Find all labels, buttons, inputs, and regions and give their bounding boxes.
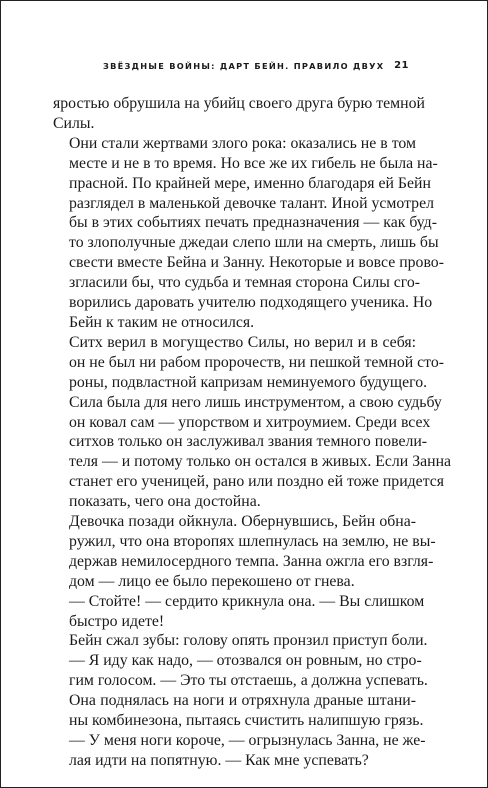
running-header	[103, 58, 409, 74]
paragraph	[53, 631, 428, 651]
text-line: ружил, что она второпях шлепнулась на землю, не вы-	[69, 532, 436, 550]
text-line: дом — лицо ее было перекошено от гнева.	[69, 572, 355, 590]
text-line: месте и не в то время. Но все же их гибель не была на-	[69, 154, 438, 172]
text-line: Она поднялась на ноги и отряхнула драные штани-	[69, 692, 416, 710]
text-line: прасной. По крайней мере, именно благодаря ей Бейн	[69, 174, 431, 192]
body-text	[53, 94, 452, 771]
text-line: яростью обрушила на убийц своего друга бурю темной	[53, 95, 425, 112]
text-line: держав немилосердного темпа. Занна ожгла его взгля-	[69, 552, 434, 570]
text-line: лая идти на попятную. — Как мне успевать?	[69, 751, 369, 769]
paragraph	[53, 691, 424, 731]
text-line: — У меня ноги короче, — огрызнулась Занна, не же-	[69, 732, 426, 749]
text-line: теля — и потому только он остался в живых. Если Занна	[69, 453, 452, 471]
text-line: ворились даровать учителю подходящего ученика. Но	[69, 294, 433, 312]
text-line: ситхов только он заслуживал звания темного повели-	[69, 433, 428, 451]
text-line: свести вместе Бейна и Занну. Некоторые и вовсе прово-	[69, 254, 444, 272]
text-line: быстро идете!	[69, 612, 165, 630]
text-line: Они стали жертвами злого рока: оказались не в том	[69, 134, 416, 152]
text-line: — Стойте! — сердито крикнула она. — Вы слишком	[69, 592, 425, 610]
text-line: згласили бы, что судьба и темная сторона Силы сго-	[69, 274, 421, 292]
text-line: Ситх верил в могущество Силы, но верил и в себя:	[69, 333, 416, 351]
text-line: он не был ни рабом пророчеств, ни пешкой темной сто-	[69, 353, 444, 371]
text-line: станет его ученицей, рано или поздно ей тоже придется	[69, 473, 445, 491]
paragraph	[53, 731, 426, 771]
text-line: роны, подвластной капризам неминуемого будущего.	[69, 373, 428, 391]
text-line: показать, чего она достойна.	[69, 493, 261, 511]
text-line: — Я иду как надо, — отозвался он ровным, но стро-	[69, 652, 422, 670]
paragraph	[53, 94, 425, 134]
running-title: ЗВЁЗДНЫЕ ВОЙНЫ: ДАРТ БЕЙН. ПРАВИЛО ДВУХ	[103, 61, 385, 71]
text-line: Бейн сжал зубы: голову опять пронзил приступ боли.	[69, 632, 428, 650]
paragraph	[53, 134, 444, 333]
text-line: ны комбинезона, пытаясь счистить налипшую грязь.	[69, 712, 424, 730]
text-line: то злополучные джедаи слепо шли на смерть, лишь бы	[69, 234, 439, 252]
paragraph	[53, 333, 452, 512]
text-line: разглядел в маленькой девочке талант. Иной усмотрел	[69, 194, 434, 212]
text-line: Девочка позади ойкнула. Обернувшись, Бейн обна-	[69, 513, 416, 531]
text-line: Силы.	[53, 114, 95, 132]
text-line: он ковал сам — упорством и хитроумием. Среди всех	[69, 413, 431, 431]
paragraph	[53, 592, 425, 632]
paragraph	[53, 512, 436, 592]
text-line: Бейн к таким не относился.	[69, 313, 255, 331]
text-line: гим голосом. — Это ты отстаешь, а должна успевать.	[69, 672, 428, 690]
text-line: бы в этих событиях печать предназначения — как буд-	[69, 214, 437, 232]
text-line: Сила была для него лишь инструментом, а свою судьбу	[69, 393, 442, 411]
page-number: 21	[394, 60, 409, 71]
paragraph	[53, 651, 428, 691]
